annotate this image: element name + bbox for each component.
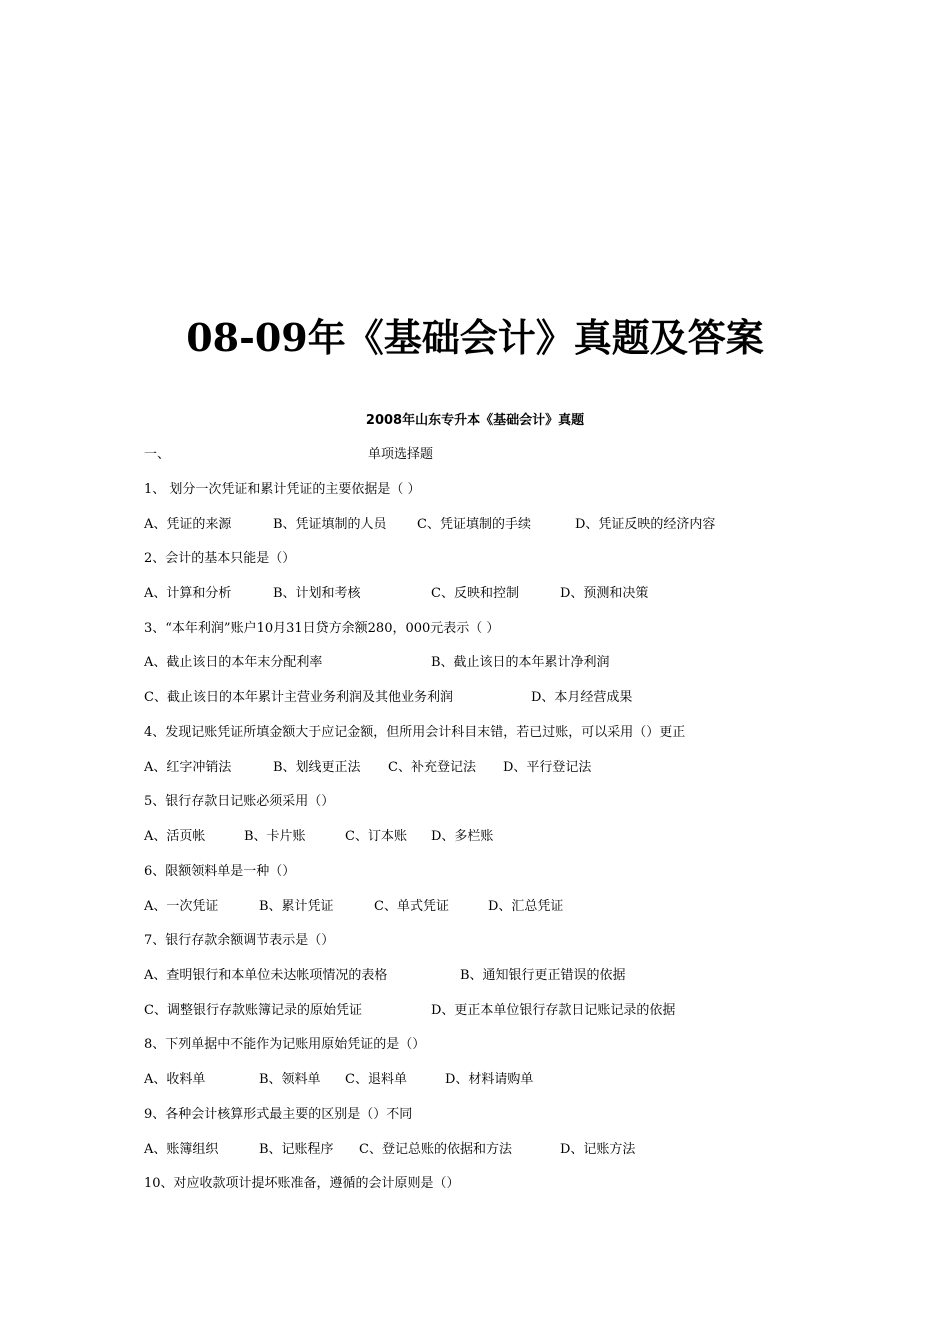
question-9: 9、各种会计核算形式最主要的区别是（）不同 [144,1107,413,1122]
option-d: D、本月经营成果 [531,690,633,705]
question-7: 7、银行存款余额调节表示是（） [144,933,335,948]
option-a: A、截止该日的本年末分配利率 [144,655,323,670]
question-4: 4、发现记账凭证所填金额大于应记金额，但所用会计科目末错，若已过账，可以采用（）更正 [144,725,686,740]
option-d: D、多栏账 [431,829,494,844]
option-a: A、查明银行和本单位未达帐项情况的表格 [144,968,388,983]
option-c: C、登记总账的依据和方法 [359,1142,512,1157]
page-title: 08-09年《基础会计》真题及答案 [186,315,764,360]
exam-subtitle: 2008年山东专升本《基础会计》真题 [365,413,585,428]
option-d: D、材料请购单 [445,1072,534,1087]
option-b: B、截止该日的本年累计净利润 [431,655,610,670]
option-c: C、补充登记法 [388,760,476,775]
section-number: 一、 [144,447,171,462]
option-c: C、凭证填制的手续 [417,517,531,532]
option-c: C、截止该日的本年累计主营业务利润及其他业务利润 [144,690,453,705]
question-6: 6、限额领料单是一种（） [144,864,296,879]
option-b: B、划线更正法 [273,760,361,775]
option-a: A、红字冲销法 [144,760,232,775]
option-b: B、领料单 [259,1072,321,1087]
question-2: 2、会计的基本只能是（） [144,551,296,566]
option-d: D、汇总凭证 [488,899,564,914]
option-d: D、更正本单位银行存款日记账记录的依据 [431,1003,676,1018]
option-a: A、凭证的来源 [144,517,232,532]
option-d: D、凭证反映的经济内容 [575,517,716,532]
option-b: B、记账程序 [259,1142,334,1157]
option-b: B、通知银行更正错误的依据 [460,968,626,983]
option-a: A、收料单 [144,1072,206,1087]
option-d: D、预测和决策 [560,586,649,601]
question-5: 5、银行存款日记账必须采用（） [144,794,335,809]
option-a: A、账簿组织 [144,1142,219,1157]
option-b: B、计划和考核 [273,586,361,601]
option-c: C、单式凭证 [374,899,449,914]
option-c: C、退料单 [345,1072,407,1087]
question-8: 8、下列单据中不能作为记账用原始凭证的是（） [144,1037,426,1052]
option-b: B、凭证填制的人员 [273,517,387,532]
option-c: C、调整银行存款账簿记录的原始凭证 [144,1003,362,1018]
question-1: 1、 划分一次凭证和累计凭证的主要依据是（ ） [144,482,421,497]
option-c: C、反映和控制 [431,586,519,601]
option-b: B、卡片账 [244,829,306,844]
option-a: A、计算和分析 [144,586,232,601]
question-10: 10、对应收款项计提坏账准备，遵循的会计原则是（） [144,1176,460,1191]
option-d: D、记账方法 [560,1142,636,1157]
question-3: 3、“本年利润”账户10月31日贷方余额280，000元表示（ ） [144,621,500,636]
option-c: C、订本账 [345,829,407,844]
option-a: A、活页帐 [144,829,206,844]
option-d: D、平行登记法 [503,760,592,775]
option-a: A、一次凭证 [144,899,219,914]
section-name: 单项选择题 [368,447,434,462]
option-b: B、累计凭证 [259,899,334,914]
